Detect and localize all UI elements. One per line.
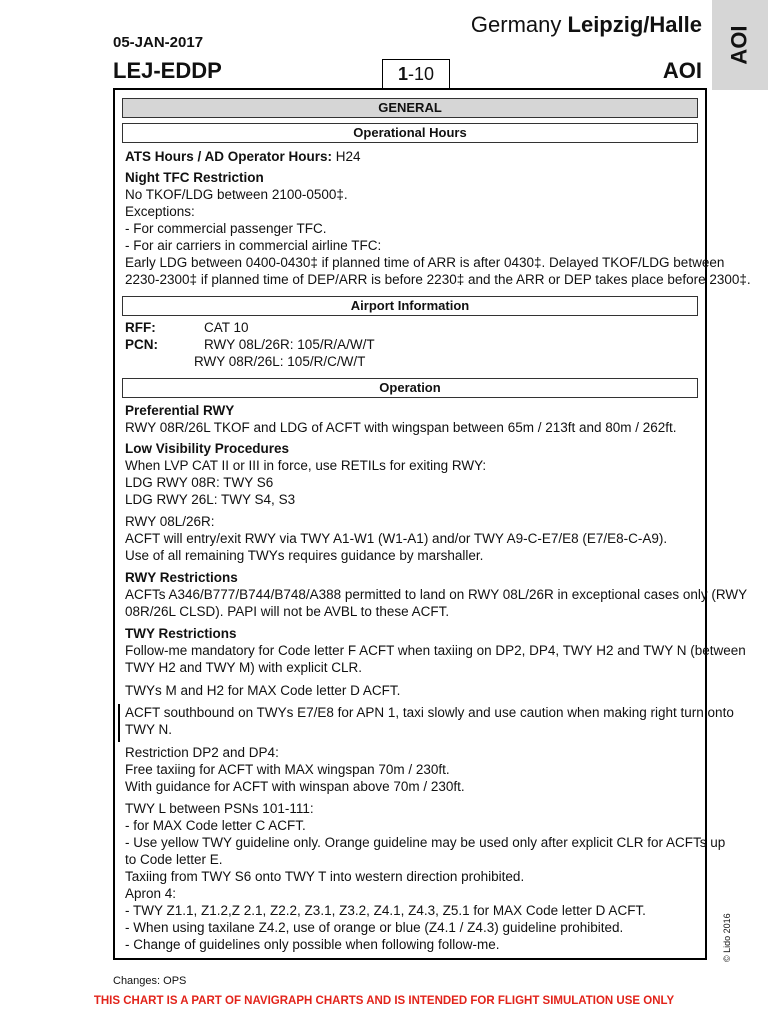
chart-type: AOI: [662, 58, 702, 83]
rwy-restrictions-heading: RWY Restrictions: [125, 570, 238, 585]
night-restriction-heading: Night TFC Restriction: [125, 170, 264, 185]
section-operational-hours: Operational Hours: [122, 123, 698, 143]
lvp-line-1: When LVP CAT II or III in force, use RETILs for exiting RWY:: [125, 458, 487, 473]
lvp-line-5: ACFT will entry/exit RWY via TWY A1-W1 (W1-A1) and/or TWY A9-C-E7/E8 (E7/E8-C-A9).: [125, 531, 668, 546]
page-number-sub: -10: [408, 63, 435, 84]
pcn-label: PCN:: [125, 337, 158, 352]
preferential-rwy-heading: Preferential RWY: [125, 403, 235, 418]
night-line-4: - For air carriers in commercial airline TFC:: [125, 238, 382, 253]
night-line-3: - For commercial passenger TFC.: [125, 221, 327, 236]
section-airport-information: Airport Information: [122, 296, 698, 316]
rwy-restrictions-line-1: ACFTs A346/B777/B744/B748/A388 permitted to land on RWY 08L/26R in exceptional cases only (RWY: [125, 587, 748, 602]
twy-p1-line-1: Follow-me mandatory for Code letter F ACFT when taxiing on DP2, DP4, TWY H2 and TWY N (between: [125, 643, 746, 658]
airport-code: LEJ-EDDP: [113, 58, 222, 83]
city-name: Leipzig/Halle: [567, 12, 702, 37]
section-operation: Operation: [122, 378, 698, 398]
ats-hours-line: [125, 149, 361, 166]
side-tab: [712, 0, 768, 90]
night-line-2: Exceptions:: [125, 204, 195, 219]
rff-label: RFF:: [125, 320, 156, 335]
lvp-line-3: LDG RWY 26L: TWY S4, S3: [125, 492, 296, 507]
pcn-line-1: [125, 337, 525, 354]
lvp-heading: Low Visibility Procedures: [125, 441, 290, 456]
twy-p5-line-4: to Code letter E.: [125, 852, 223, 867]
twy-p1-line-2: TWY H2 and TWY M) with explicit CLR.: [125, 660, 363, 675]
twy-p3-line-2: TWY N.: [125, 722, 172, 737]
rwy-restrictions-line-2: 08R/26L CLSD). PAPI will not be AVBL to these ACFT.: [125, 604, 450, 619]
twy-p5-line-6: Apron 4:: [125, 886, 177, 901]
footer-disclaimer: THIS CHART IS A PART OF NAVIGRAPH CHARTS AND IS INTENDED FOR FLIGHT SIMULATION USE ONLY: [93, 995, 675, 1007]
side-tab-label: AOI: [727, 25, 752, 65]
twy-p5-line-5: Taxiing from TWY S6 onto TWY T into western direction prohibited.: [125, 869, 525, 884]
twy-p4-line-1: Restriction DP2 and DP4:: [125, 745, 279, 760]
twy-p4-line-2: Free taxiing for ACFT with MAX wingspan 70m / 230ft.: [125, 762, 450, 777]
lvp-line-2: LDG RWY 08R: TWY S6: [125, 475, 274, 490]
ats-hours-label: ATS Hours / AD Operator Hours:: [125, 149, 333, 164]
rff-value: CAT 10: [204, 320, 249, 335]
twy-p5-line-8: - When using taxilane Z4.2, use of orange or blue (Z4.1 / Z4.3) guideline prohibited.: [125, 920, 624, 935]
change-bar: [118, 704, 120, 742]
twy-restrictions-heading: TWY Restrictions: [125, 626, 237, 641]
lvp-line-6: Use of all remaining TWYs requires guidance by marshaller.: [125, 548, 484, 563]
night-line-6: 2230-2300‡ if planned time of DEP/ARR is before 2230‡ and the ARR or DEP takes place before 2300‡.: [125, 272, 751, 287]
copyright-text: © Lido 2016: [722, 913, 732, 962]
twy-p5-line-9: - Change of guidelines only possible when following follow-me.: [125, 937, 500, 952]
twy-p4-line-3: With guidance for ACFT with winspan above 70m / 230ft.: [125, 779, 465, 794]
chart-date: 05-JAN-2017: [113, 34, 204, 51]
country-name: Germany: [470, 12, 562, 37]
airport-location: [471, 12, 702, 38]
ats-hours-value: H24: [335, 149, 361, 164]
twy-p3-line-1: ACFT southbound on TWYs E7/E8 for APN 1, taxi slowly and use caution when making right turn onto: [125, 705, 734, 720]
twy-p2: TWYs M and H2 for MAX Code letter D ACFT.: [125, 683, 401, 698]
night-line-1: No TKOF/LDG between 2100-0500‡.: [125, 187, 348, 202]
page-number-box: [382, 59, 450, 89]
twy-p5-line-3: - Use yellow TWY guideline only. Orange guideline may be used only after explicit CLR for ACFTs up: [125, 835, 726, 850]
lvp-line-4: RWY 08L/26R:: [125, 514, 215, 529]
night-line-5: Early LDG between 0400-0430‡ if planned time of ARR is after 0430‡. Delayed TKOF/LDG between: [125, 255, 725, 270]
preferential-rwy-text: RWY 08R/26L TKOF and LDG of ACFT with wingspan between 65m / 213ft and 80m / 262ft.: [125, 420, 677, 435]
changes-note: Changes: OPS: [113, 975, 187, 987]
page-number-main: 1: [397, 63, 408, 84]
rff-line: [125, 320, 525, 337]
section-general: GENERAL: [122, 98, 698, 118]
twy-p5-line-2: - for MAX Code letter C ACFT.: [125, 818, 306, 833]
pcn-value-1: RWY 08L/26R: 105/R/A/W/T: [204, 337, 375, 352]
twy-p5-line-7: - TWY Z1.1, Z1.2,Z 2.1, Z2.2, Z3.1, Z3.2, Z4.1, Z4.3, Z5.1 for MAX Code letter D ACFT.: [125, 903, 646, 918]
pcn-value-2: RWY 08R/26L: 105/R/C/W/T: [194, 354, 366, 369]
twy-p5-line-1: TWY L between PSNs 101-111:: [125, 801, 314, 816]
